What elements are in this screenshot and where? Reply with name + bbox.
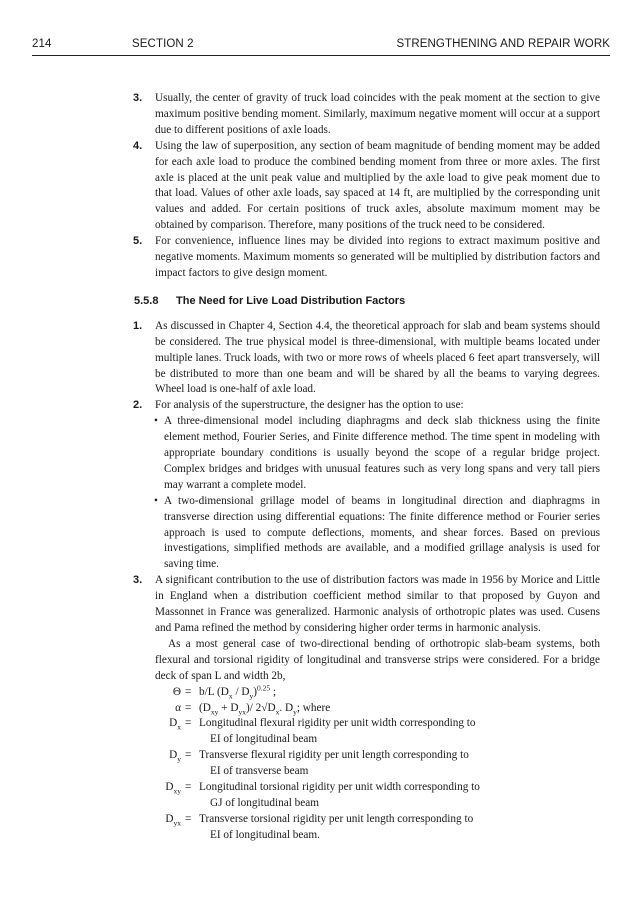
list-item [134,91,600,139]
definition-dy [134,748,600,764]
def-text: Transverse flexural rigidity per unit length corresponding to [199,749,469,762]
definition-dyx [134,812,600,828]
eq-rhs: b/L $(D_x / D_y)^{0.25}$ ; [199,682,277,700]
list-item [134,234,600,282]
eq-sign: = [185,685,192,698]
equation-theta [134,682,600,701]
eq-sign: = [185,717,192,730]
list-item [134,319,600,399]
subsection-heading [134,294,600,310]
eq-sign: = [185,780,192,793]
bullet-text: A two-dimensional grillage model of beams in longitudinal direction and diaphragms in transverse direction using differential equations: The finite difference method or Fourier series approach is used to compute deflections, moments, and shear forces. Based on previous investigations, simplified methods are available, and a modified grillage analysis is used for saving time. [164,494,600,571]
eq-sign: = [185,812,192,825]
definition-continuation [134,764,600,780]
eq-sign: = [185,749,192,762]
eq-sign: = [185,701,192,714]
def-text-continued: EI of longitudinal beam. [210,828,320,841]
item-text: As discussed in Chapter 4, Section 4.4, the theoretical approach for slab and beam systems should be considered. The true physical model is three-dimensional, with multiple beams located under multiple lanes. Truck loads, with two or more rows of wheels placed 6 feet apart transversely, will be distributed to more than one beam and will be shared by all the beams to varying degrees. Wheel load is one-half of axle load. [155,319,600,396]
bullet-text: A three-dimensional model including diaphragms and deck slab thickness using the finite element method, Fourier Series, and Finite difference method. The time spent in modeling with appropriate boundary conditions is usually beyond the scope of a regular bridge project. Complex bridges and bridges with unusual features such as very long spans and very tall piers may warrant a complete model. [164,415,600,491]
item-text: Usually, the center of gravity of truck load coincides with the peak moment at the section to give maximum positive bending moment. Similarly, maximum negative moment will occur at a support due to different positions of axle loads. [155,92,600,136]
definition-continuation [134,828,600,844]
item-text: For analysis of the superstructure, the designer has the option to use: [155,399,464,412]
def-text: Longitudinal torsional rigidity per unit width corresponding to [199,780,480,793]
item-text: A significant contribution to the use of distribution factors was made in 1956 by Morice and Little in England when a distribution coefficient method similar to that proposed by Guyon and Massonnet in France was generalized. Harmonic analysis of orthotropic plates was used. Cusens and Pama refined the method by considering higher order terms in harmonic analysis. [155,574,600,634]
bullet-symbol: • [154,415,158,428]
item-text: Using the law of superposition, any section of beam magnitude of bending moment may be added for each axle load to produce the combined bending moment from three or more axles. The first axle is placed at the unit peak value and multiplied by the axle load to give peak moment due to that load. Values of other axle loads, say spaced at 14 ft, are multiplied by the corresponding unit values and added. For certain positions of truck axles, absolute maximum moment may be obtained by comparison. Therefore, many positions of the truck need to be considered. [155,139,600,232]
header-rule [32,55,610,56]
item-text: For convenience, influence lines may be divided into regions to extract maximum positive and negative moments. Maximum moments so generated will be multiplied by distribution factors and impact factors to give design moment. [155,235,600,279]
def-symbol: $D_y$ [169,749,181,764]
definition-continuation [134,796,600,812]
equation-alpha [134,701,600,717]
subsection-number: 5.5.8 [134,294,159,307]
def-text: Transverse torsional rigidity per unit length corresponding to [199,812,474,825]
list-item [134,139,600,234]
eq-lhs: α [175,701,181,714]
bullet-item [134,414,600,494]
definition-continuation [134,732,600,748]
item-number: 2. [133,399,143,412]
item-number: 3. [133,92,143,104]
def-symbol: $D_{yx}$ [165,812,181,827]
page-number: 214 [32,38,52,50]
item-number: 3. [133,574,143,587]
list-item [134,573,600,637]
bullet-symbol: • [154,494,158,507]
def-symbol: $D_{xy}$ [165,780,181,796]
def-symbol: $D_x$ [169,717,181,732]
section-label: SECTION 2 [132,38,194,50]
subsection-title: The Need for Live Load Distribution Factors [176,294,406,307]
item-number: 1. [133,319,143,332]
definition-dxy [134,780,600,796]
paragraph: As a most general case of two-directional bending of orthotropic slab-beam systems, both flexural and torsional rigidity of longitudinal and transverse strips were considered. For a bridge deck of span L and width 2b, [155,637,600,682]
def-text: Longitudinal flexural rigidity per unit width corresponding to [199,717,476,730]
definition-dx [134,716,600,732]
page-header [32,38,610,54]
bullet-item [134,494,600,574]
eq-rhs: $(D_{xy} + D_{yx})/$ $2√D_x$. $D_y$; where [199,701,331,716]
running-title: STRENGTHENING AND REPAIR WORK [396,38,610,50]
list-item [134,398,600,414]
item-number: 5. [133,235,143,248]
def-text-continued: GJ of longitudinal beam [210,796,320,809]
eq-lhs: Θ [172,685,181,698]
def-text-continued: EI of transverse beam [210,765,309,778]
page-body [134,91,600,844]
def-text-continued: EI of longitudinal beam [210,733,318,746]
item-number: 4. [133,139,143,152]
